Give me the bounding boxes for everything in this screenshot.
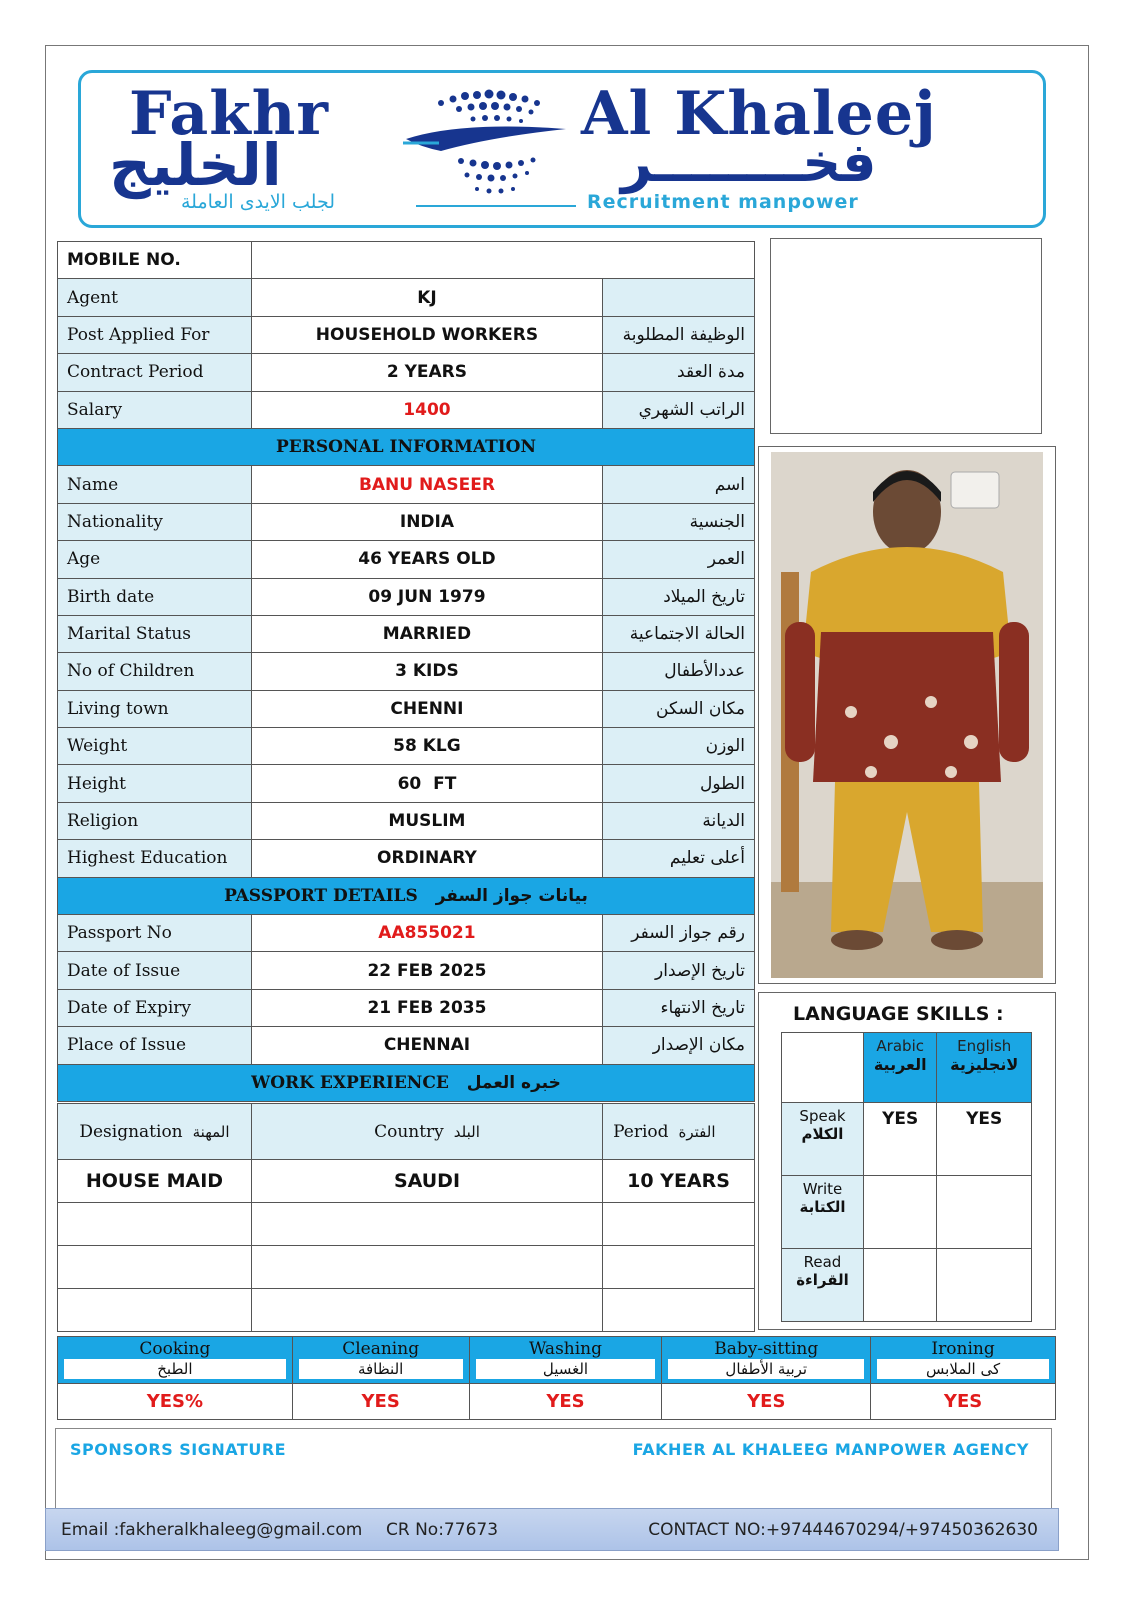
- issue-place-row: [58, 1027, 755, 1064]
- field-label: Agent: [58, 279, 252, 316]
- logo-divider: [416, 205, 576, 207]
- mobile-label: MOBILE NO.: [58, 242, 252, 279]
- logo-name-en-2: Al Khaleej: [581, 79, 937, 149]
- work-col-country-ar: البلد: [453, 1122, 480, 1141]
- passport-no-row: [58, 915, 755, 952]
- skill-label: Cooking: [139, 1339, 211, 1359]
- nationality-row: [58, 503, 755, 540]
- language-row-label-ar: الكتابة: [799, 1198, 846, 1216]
- skill-label-ar: كى الملابس: [877, 1359, 1049, 1379]
- language-row-label-en: Write: [802, 1180, 843, 1198]
- language-value-english: [937, 1176, 1032, 1249]
- field-label-ar: مكان السكن: [603, 690, 755, 727]
- expiry-date-row: [58, 989, 755, 1026]
- language-row-label-ar: الكلام: [801, 1125, 844, 1143]
- applicant-info-table: [57, 241, 755, 1102]
- language-row-label-ar: القراءة: [796, 1271, 849, 1289]
- agency-signature-label: FAKHER AL KHALEEG MANPOWER AGENCY: [632, 1440, 1029, 1459]
- field-label-ar: أعلى تعليم: [603, 840, 755, 877]
- town-row: [58, 690, 755, 727]
- language-row-write: [782, 1176, 1032, 1249]
- logo-name-en-1: Fakhr: [129, 79, 329, 149]
- field-value: CHENNI: [251, 690, 602, 727]
- skill-label-ar: تربية الأطفال: [668, 1359, 864, 1379]
- skill-header: [662, 1337, 871, 1384]
- field-label: Birth date: [58, 578, 252, 615]
- logo-emblem-icon: [401, 81, 571, 199]
- work-col-country: [251, 1104, 602, 1160]
- skill-label-ar: الطبخ: [64, 1359, 286, 1379]
- age-row: [58, 541, 755, 578]
- work-empty-row: [58, 1203, 755, 1246]
- empty-cell: [782, 1033, 864, 1103]
- language-row-label-en: Speak: [799, 1107, 846, 1125]
- salary-value: 1400: [251, 391, 602, 428]
- skill-value: YES: [871, 1384, 1056, 1420]
- post-row: [58, 316, 755, 353]
- empty-cell: [603, 1246, 755, 1289]
- field-value: 09 JUN 1979: [251, 578, 602, 615]
- section-heading-passport-ar: بيانات جواز السفر: [435, 885, 588, 906]
- empty-cell: [251, 1203, 602, 1246]
- empty-cell: [251, 1246, 602, 1289]
- field-label: Weight: [58, 728, 252, 765]
- field-label-ar: الوزن: [603, 728, 755, 765]
- field-label: Name: [58, 466, 252, 503]
- field-label: Religion: [58, 802, 252, 839]
- skill-label: Washing: [528, 1339, 603, 1359]
- section-heading-passport: [58, 877, 755, 914]
- footer-cr: CR No:77673: [386, 1520, 499, 1540]
- logo-name-ar-1: الخليج: [109, 131, 282, 199]
- language-col-arabic: [864, 1033, 937, 1103]
- section-heading-work: [58, 1064, 755, 1101]
- mobile-value: [251, 242, 754, 279]
- empty-cell: [603, 1203, 755, 1246]
- passport-heading-row: [58, 877, 755, 914]
- work-header-row: [58, 1104, 755, 1160]
- skill-header: [58, 1337, 293, 1384]
- language-row-speak: [782, 1103, 1032, 1176]
- work-entry-row: [58, 1160, 755, 1203]
- field-label-ar: الديانة: [603, 802, 755, 839]
- personal-heading-row: [58, 428, 755, 465]
- skill-label: Baby-sitting: [714, 1339, 819, 1359]
- language-skills-table: [781, 1032, 1032, 1322]
- field-value: 22 FEB 2025: [251, 952, 602, 989]
- work-period-value: 10 YEARS: [603, 1160, 755, 1203]
- field-label: Salary: [58, 391, 252, 428]
- applicant-photo: [771, 452, 1043, 978]
- children-row: [58, 653, 755, 690]
- field-label: No of Children: [58, 653, 252, 690]
- field-label: Nationality: [58, 503, 252, 540]
- language-row-label: [782, 1176, 864, 1249]
- field-label: Contract Period: [58, 354, 252, 391]
- field-label: Passport No: [58, 915, 252, 952]
- field-value: 21 FEB 2035: [251, 989, 602, 1026]
- work-heading-row: [58, 1064, 755, 1101]
- field-value: INDIA: [251, 503, 602, 540]
- language-col-arabic-en: Arabic: [876, 1037, 924, 1055]
- field-label-ar: الوظيفة المطلوبة: [603, 316, 755, 353]
- field-label: Date of Issue: [58, 952, 252, 989]
- field-label-ar: عددالأطفال: [603, 653, 755, 690]
- work-col-designation-en: Designation: [79, 1121, 183, 1142]
- field-value: 60 FT: [251, 765, 602, 802]
- section-heading-work-en: WORK EXPERIENCE: [251, 1072, 449, 1093]
- work-empty-row: [58, 1246, 755, 1289]
- agent-row: [58, 279, 755, 316]
- field-label-ar: مدة العقد: [603, 354, 755, 391]
- section-heading-work-ar: خبره العمل: [466, 1072, 561, 1093]
- field-label-ar: رقم جواز السفر: [603, 915, 755, 952]
- language-col-english: [937, 1033, 1032, 1103]
- footer-email: Email :fakheralkhaleeg@gmail.com: [61, 1520, 363, 1540]
- field-value: 2 YEARS: [251, 354, 602, 391]
- language-value-arabic: YES: [864, 1103, 937, 1176]
- skill-label-ar: الغسيل: [476, 1359, 656, 1379]
- field-value: MARRIED: [251, 615, 602, 652]
- footer-bar: [45, 1508, 1059, 1551]
- language-header-row: [782, 1033, 1032, 1103]
- field-label-ar: تاريخ الإصدار: [603, 952, 755, 989]
- field-value: 3 KIDS: [251, 653, 602, 690]
- field-label: Date of Expiry: [58, 989, 252, 1026]
- section-heading-personal: PERSONAL INFORMATION: [58, 428, 755, 465]
- skills-table: [57, 1336, 1056, 1420]
- birthdate-row: [58, 578, 755, 615]
- field-label-ar: مكان الإصدار: [603, 1027, 755, 1064]
- height-row: [58, 765, 755, 802]
- field-label-ar: [603, 279, 755, 316]
- field-label: Marital Status: [58, 615, 252, 652]
- issue-date-row: [58, 952, 755, 989]
- work-col-period-ar: الفترة: [678, 1122, 716, 1141]
- empty-cell: [58, 1203, 252, 1246]
- work-designation-value: HOUSE MAID: [58, 1160, 252, 1203]
- language-col-english-ar: لانجليزية: [950, 1055, 1019, 1074]
- empty-cell: [603, 1289, 755, 1332]
- work-col-period-en: Period: [613, 1121, 669, 1142]
- language-skills-title: LANGUAGE SKILLS :: [793, 1003, 1004, 1025]
- field-label-ar: الطول: [603, 765, 755, 802]
- skills-value-row: [58, 1384, 1056, 1420]
- empty-cell: [58, 1246, 252, 1289]
- logo-tagline-en: Recruitment manpower: [587, 191, 859, 213]
- field-value: CHENNAI: [251, 1027, 602, 1064]
- language-row-label-en: Read: [803, 1253, 842, 1271]
- skill-label: Cleaning: [342, 1339, 420, 1359]
- work-col-period: [603, 1104, 755, 1160]
- footer-contact: CONTACT NO:+97444670294/+97450362630: [648, 1520, 1038, 1540]
- field-label: Age: [58, 541, 252, 578]
- work-country-value: SAUDI: [251, 1160, 602, 1203]
- work-experience-table: [57, 1103, 755, 1332]
- education-row: [58, 840, 755, 877]
- language-value-english: YES: [937, 1103, 1032, 1176]
- field-value: 58 KLG: [251, 728, 602, 765]
- passport-no-value: AA855021: [251, 915, 602, 952]
- field-label-ar: الجنسية: [603, 503, 755, 540]
- logo-tagline-ar: لجلب الايدى العاملة: [181, 191, 336, 213]
- section-heading-passport-en: PASSPORT DETAILS: [224, 885, 418, 906]
- language-row-read: [782, 1249, 1032, 1322]
- stamp-box: [770, 238, 1042, 434]
- skill-header: [292, 1337, 469, 1384]
- field-label: Height: [58, 765, 252, 802]
- field-value: HOUSEHOLD WORKERS: [251, 316, 602, 353]
- empty-cell: [251, 1289, 602, 1332]
- field-label-ar: الحالة الاجتماعية: [603, 615, 755, 652]
- language-row-label: [782, 1249, 864, 1322]
- empty-cell: [58, 1289, 252, 1332]
- salary-row: [58, 391, 755, 428]
- name-row: [58, 466, 755, 503]
- field-value: KJ: [251, 279, 602, 316]
- field-label: Living town: [58, 690, 252, 727]
- skill-value: YES%: [58, 1384, 293, 1420]
- field-label: Post Applied For: [58, 316, 252, 353]
- company-logo: [78, 70, 1046, 228]
- field-label-ar: تاريخ الانتهاء: [603, 989, 755, 1026]
- language-value-arabic: [864, 1249, 937, 1322]
- religion-row: [58, 802, 755, 839]
- logo-name-ar-2: فخــــــــر: [621, 131, 877, 194]
- field-label-ar: الراتب الشهري: [603, 391, 755, 428]
- mobile-row: [58, 242, 755, 279]
- marital-row: [58, 615, 755, 652]
- field-label-ar: العمر: [603, 541, 755, 578]
- work-col-designation-ar: المهنة: [192, 1122, 230, 1141]
- language-col-english-en: English: [957, 1037, 1012, 1055]
- skill-value: YES: [292, 1384, 469, 1420]
- work-col-designation: [58, 1104, 252, 1160]
- skills-header-row: [58, 1337, 1056, 1384]
- language-col-arabic-ar: العربية: [873, 1055, 927, 1074]
- field-value: ORDINARY: [251, 840, 602, 877]
- skill-header: [871, 1337, 1056, 1384]
- work-empty-row: [58, 1289, 755, 1332]
- applicant-figure-icon: [771, 452, 1043, 978]
- language-value-english: [937, 1249, 1032, 1322]
- skill-value: YES: [469, 1384, 662, 1420]
- language-row-label: [782, 1103, 864, 1176]
- skill-header: [469, 1337, 662, 1384]
- language-value-arabic: [864, 1176, 937, 1249]
- sponsor-signature-label: SPONSORS SIGNATURE: [70, 1440, 287, 1459]
- field-label-ar: تاريخ الميلاد: [603, 578, 755, 615]
- field-value: 46 YEARS OLD: [251, 541, 602, 578]
- name-value: BANU NASEER: [251, 466, 602, 503]
- skill-value: YES: [662, 1384, 871, 1420]
- field-label: Highest Education: [58, 840, 252, 877]
- skill-label-ar: النظافة: [299, 1359, 463, 1379]
- work-col-country-en: Country: [374, 1121, 444, 1142]
- field-label: Place of Issue: [58, 1027, 252, 1064]
- weight-row: [58, 728, 755, 765]
- skill-label: Ironing: [931, 1339, 995, 1359]
- field-value: MUSLIM: [251, 802, 602, 839]
- field-label-ar: اسم: [603, 466, 755, 503]
- contract-row: [58, 354, 755, 391]
